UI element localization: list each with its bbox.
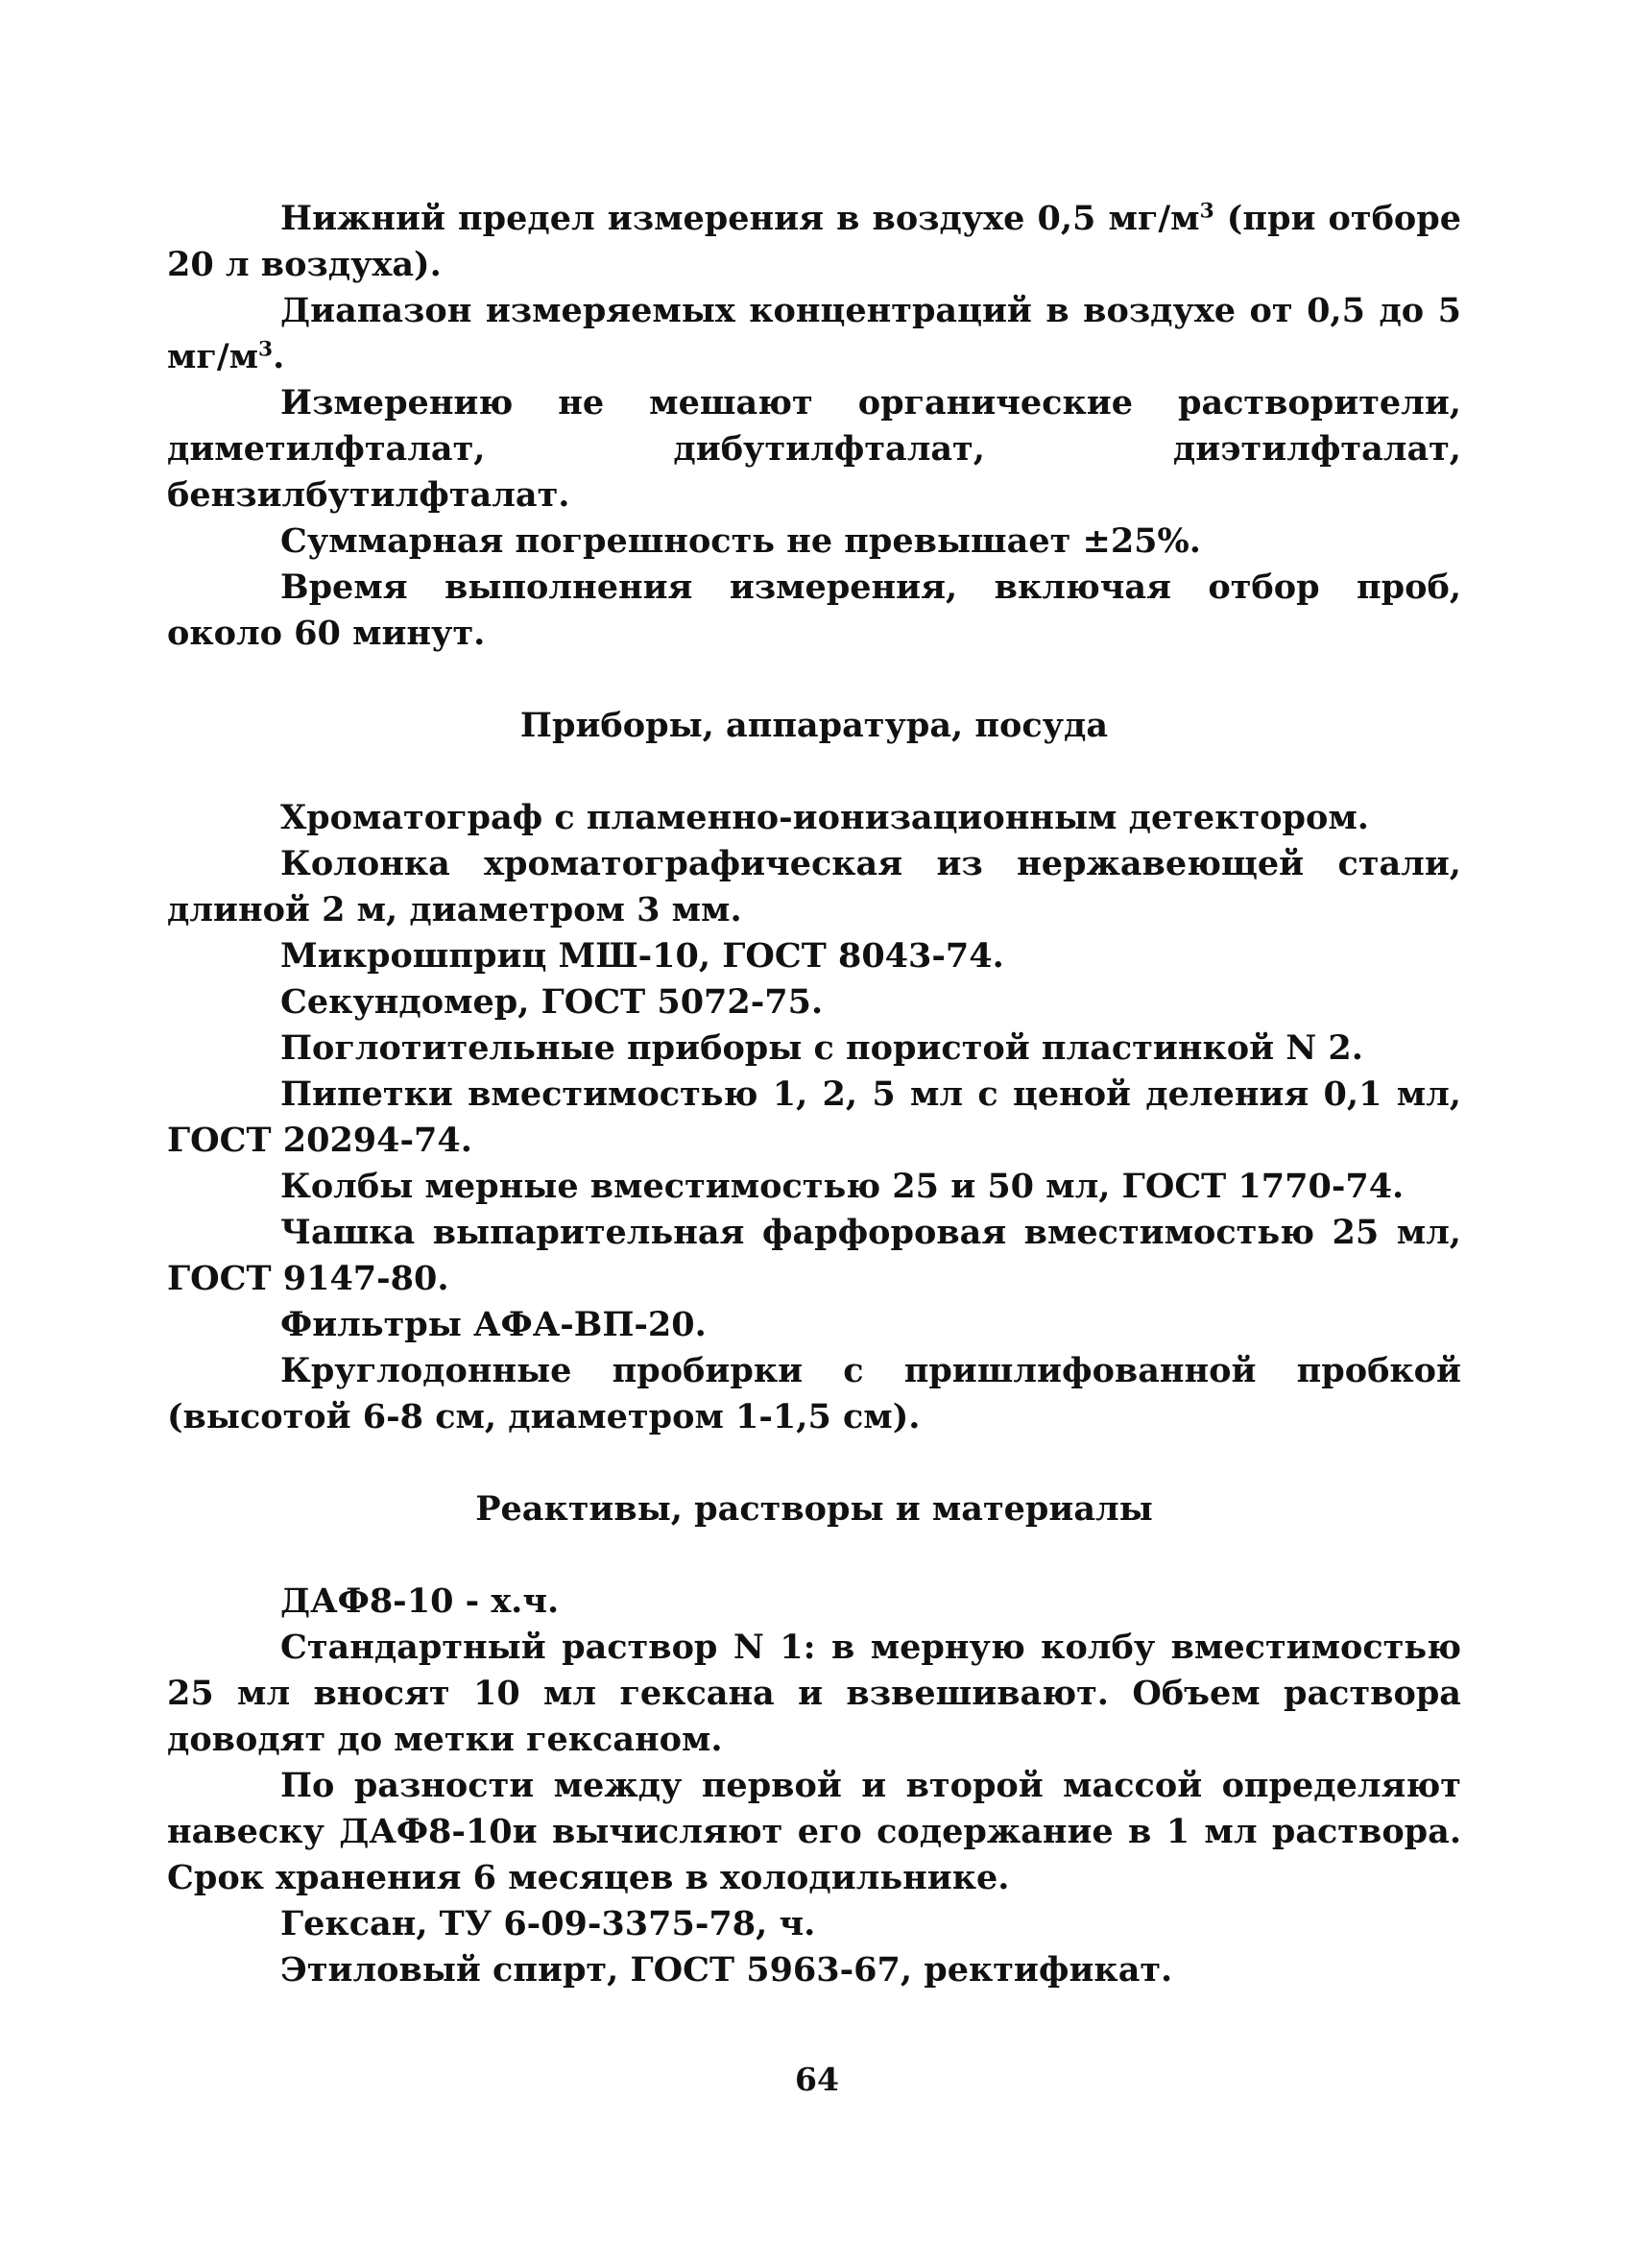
list-item: Хроматограф с пламенно-ионизационным детектором.: [280, 798, 1369, 837]
list-item: Пипетки вместимостью 1, 2, 5 мл с ценой деления 0,1 мл, ГОСТ 20294-74.: [167, 1074, 1461, 1160]
list-item: Фильтры АФА-ВП-20.: [280, 1305, 707, 1344]
paragraph-lower-limit: Нижний предел измерения в воздухе 0,5 $мг/м^3$ (при отборе 20 л воздуха).: [167, 199, 1462, 284]
list-item: Секундомер, ГОСТ 5072-75.: [280, 982, 824, 1022]
list-item: Поглотительные приборы с пористой пластинкой N 2.: [280, 1028, 1363, 1068]
page-number: 64: [795, 2061, 839, 2098]
section-heading-equipment: Приборы, аппаратура, посуда: [519, 706, 1109, 745]
paragraph-interference: Измерению не мешают органические растворители, диметилфталат, дибутилфталат, диэтилфталат, бензилбутилфталат.: [167, 383, 1461, 515]
paragraph-error: Суммарная погрешность не превышает ±25%.: [280, 521, 1201, 561]
list-item: По разности между первой и второй массой определяют навеску ДАФ8-10и вычисляют его содержание в 1 мл раствора. Срок хранения 6 месяцев в холодильнике.: [167, 1766, 1461, 1897]
section-heading-reagents: Реактивы, растворы и материалы: [475, 1489, 1153, 1529]
list-item: Колбы мерные вместимостью 25 и 50 мл, ГОСТ 1770-74.: [280, 1167, 1405, 1206]
superscript-cubic: 3: [1199, 199, 1214, 224]
list-item: Стандартный раствор N 1: в мерную колбу вместимостью 25 мл вносят 10 мл гексана и взвешивают. Объем раствора доводят до метки гексаном.: [167, 1628, 1461, 1759]
list-item: Микрошприц МШ-10, ГОСТ 8043-74.: [280, 936, 1004, 976]
list-item: Круглодонные пробирки с пришлифованной пробкой (высотой 6-8 см, диаметром 1-1,5 см).: [167, 1351, 1461, 1436]
list-item: ДАФ8-10 - х.ч.: [280, 1581, 560, 1621]
paragraph-range: Диапазон измеряемых концентраций в воздухе от 0,5 до 5 $мг/м^3$.: [167, 291, 1461, 376]
text-column: [167, 196, 1461, 1993]
list-item: Колонка хроматографическая из нержавеющей стали, длиной 2 м, диаметром 3 мм.: [167, 844, 1461, 929]
list-item: Гексан, ТУ 6-09-3375-78, ч.: [280, 1904, 816, 1943]
paragraph-duration: Время выполнения измерения, включая отбор проб, около 60 минут.: [167, 567, 1461, 653]
list-item: Чашка выпарительная фарфоровая вместимостью 25 мл, ГОСТ 9147-80.: [167, 1213, 1461, 1298]
list-item: Этиловый спирт, ГОСТ 5963-67, ректификат.: [280, 1950, 1173, 1990]
superscript-cubic: 3: [258, 337, 274, 362]
